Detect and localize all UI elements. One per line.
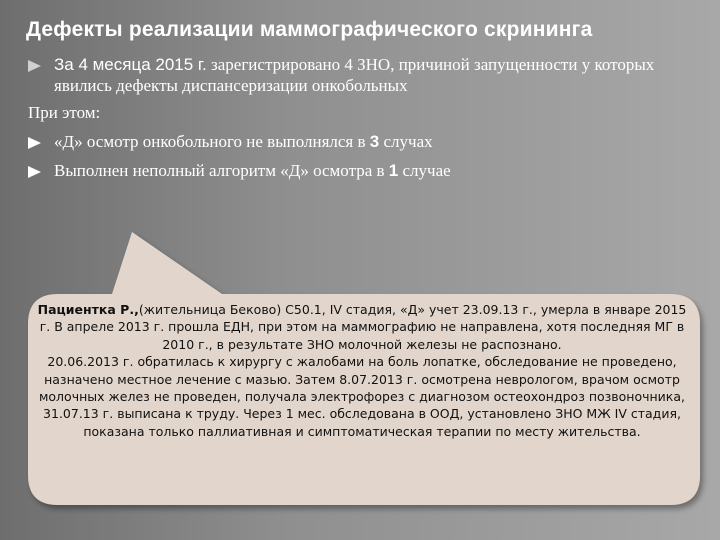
- callout-paragraph-1: (жительница Беково) С50.1, IV стадия, «Д» учет 23.09.13 г., умерла в январе 2015 г. В апреле 2013 г. прошла ЕДН, при этом на маммографию не направлена, хотя последняя МГ в 2010 г., в результате ЗНО молочной железы не распознано.: [39, 302, 687, 352]
- subheading-pri-etom: При этом:: [28, 103, 101, 122]
- bullet-text-b: случах: [379, 132, 433, 151]
- patient-name: Пациентка Р.,: [37, 302, 139, 317]
- bullet-lead-text: За 4 месяца 2015 г.: [54, 55, 207, 74]
- callout-text: [36, 301, 688, 440]
- bullet-count: 1: [388, 161, 399, 180]
- bullet-body-text: зарегистрировано 4 ЗНО, причиной запущенности у которых явились дефекты диспансеризации онкобольных: [54, 55, 655, 95]
- bullet-text-a: Выполнен неполный алгоритм «Д» осмотра в: [54, 161, 389, 180]
- bullet-text-b: случае: [398, 161, 451, 180]
- bullet-text-a: «Д» осмотр онкобольного не выполнялся в: [54, 132, 370, 151]
- slide-title: Дефекты реализации маммографического скрининга: [26, 18, 593, 41]
- callout-paragraph-2: 20.06.2013 г. обратилась к хирургу с жалобами на боль лопатке, обследование не проведено, назначено местное лечение с мазью. Затем 8.07.2013 г. осмотрена неврологом, врачом осмотр молочных желез не проведен, получала электрофорез с диагнозом остеохондроз позвоночника, 31.07.13 г. выписана к труду. Через 1 мес. обследована в ООД, установлено ЗНО МЖ IV стадия, показана только паллиативная и симптоматическая терапии по месту жительства.: [38, 354, 685, 439]
- bullet-count: 3: [369, 132, 380, 151]
